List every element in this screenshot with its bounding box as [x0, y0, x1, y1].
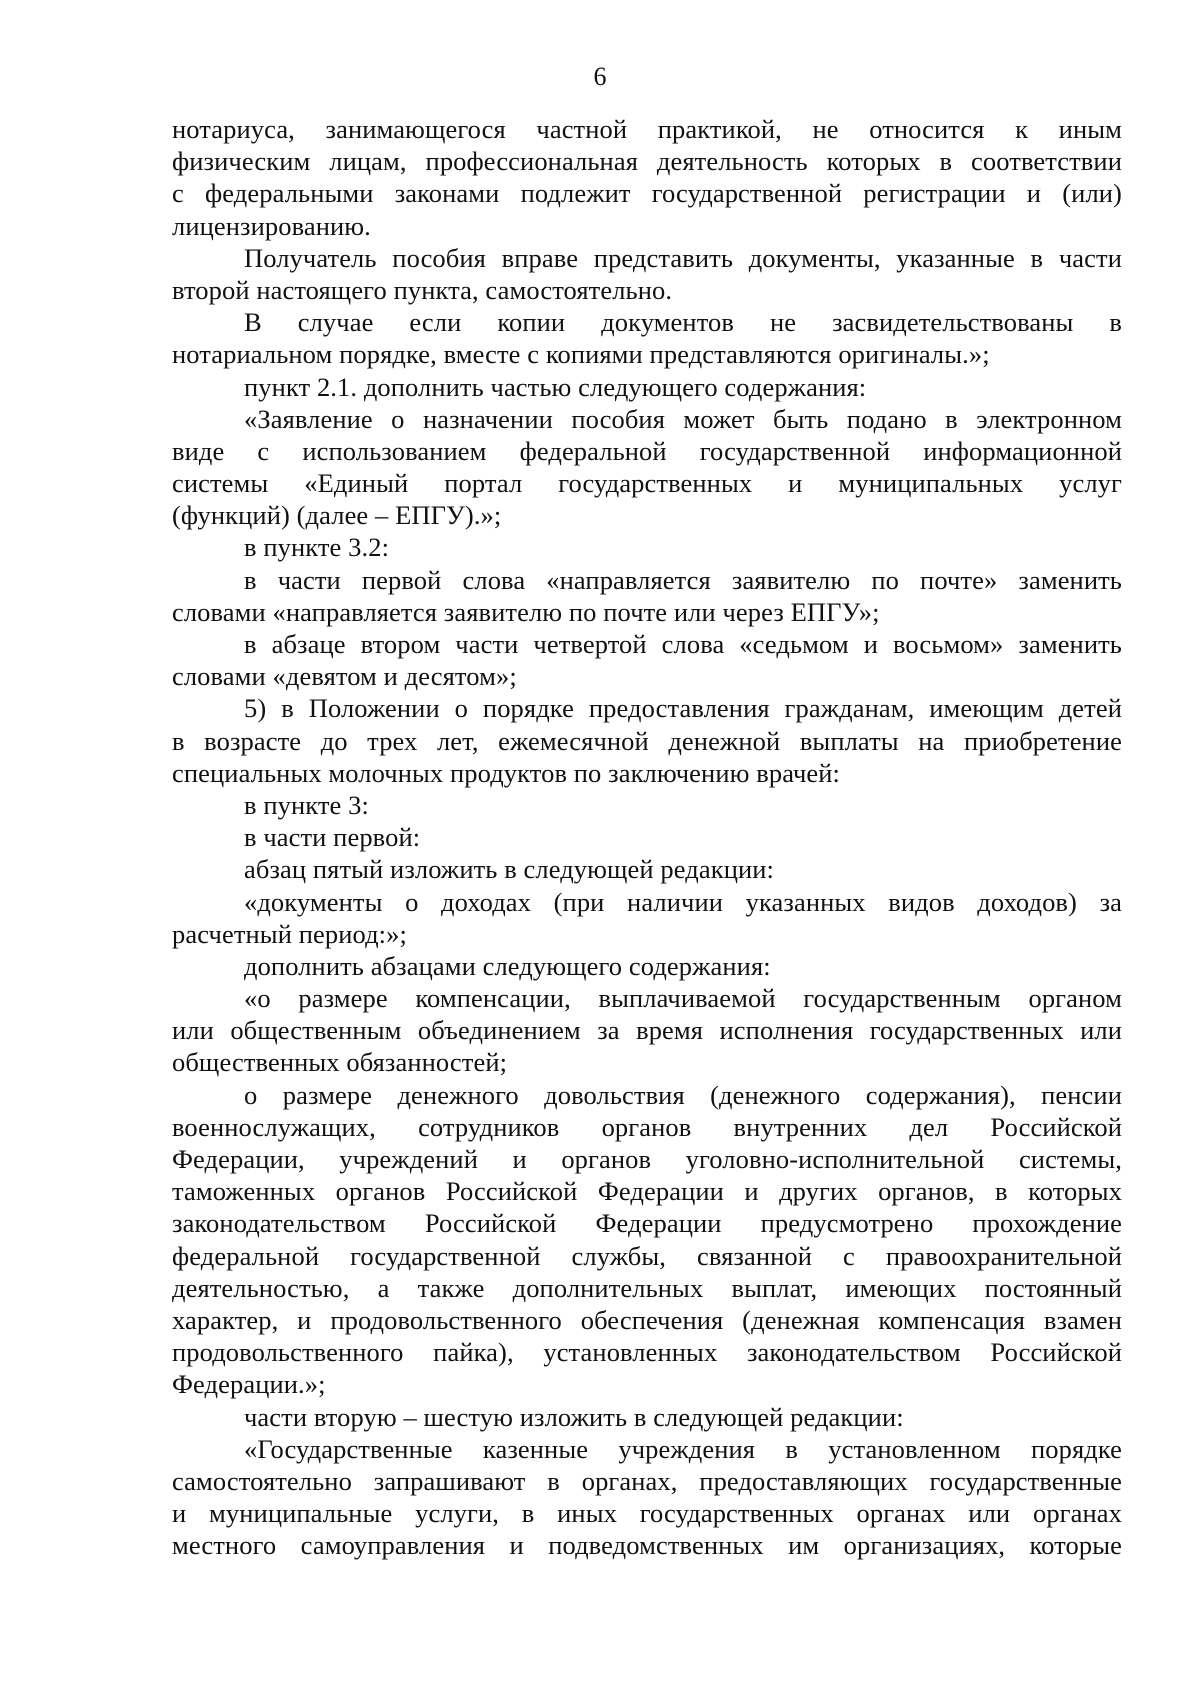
text-line: в пункте 3.2:: [244, 532, 390, 563]
text-line: и муниципальные услуги, в иных государственных органах или органах: [172, 1498, 1122, 1529]
document-body: [172, 113, 1122, 1561]
text-line: дополнить абзацами следующего содержания:: [244, 950, 771, 981]
text-line: таможенных органов Российской Федерации и других органов, в которых: [172, 1176, 1122, 1207]
text-line: в части первой слова «направляется заявителю по почте» заменить: [244, 564, 1122, 595]
text-line: словами «направляется заявителю по почте или через ЕПГУ»;: [172, 596, 880, 627]
text-line: словами «девятом и десятом»;: [172, 661, 517, 692]
text-line: с федеральными законами подлежит государственной регистрации и (или): [172, 178, 1122, 209]
text-line: Федерации.»;: [172, 1369, 326, 1400]
text-line: законодательством Российской Федерации предусмотрено прохождение: [172, 1208, 1122, 1239]
text-line: или общественным объединением за время исполнения государственных или: [172, 1015, 1122, 1046]
text-line: части вторую – шестую изложить в следующей редакции:: [244, 1401, 904, 1432]
text-line: в возрасте до трех лет, ежемесячной денежной выплаты на приобретение: [172, 725, 1122, 756]
text-line: федеральной государственной службы, связанной с правоохранительной: [172, 1240, 1122, 1271]
text-line: Федерации, учреждений и органов уголовно-исполнительной системы,: [172, 1144, 1122, 1174]
text-line: специальных молочных продуктов по заключению врачей:: [172, 757, 841, 788]
text-line: нотариуса, занимающегося частной практикой, не относится к иным: [172, 114, 1122, 144]
text-line: абзац пятый изложить в следующей редакции:: [244, 854, 775, 885]
text-line: системы «Единый портал государственных и муниципальных услуг: [172, 468, 1122, 499]
text-line: второй настоящего пункта, самостоятельно.: [172, 274, 673, 305]
page-number: 6: [593, 62, 607, 91]
text-line: «Заявление о назначении пособия может быть подано в электронном: [244, 403, 1122, 434]
text-line: 5) в Положении о порядке предоставления гражданам, имеющим детей: [244, 693, 1122, 724]
text-line: расчетный период:»;: [172, 918, 407, 949]
text-line: местного самоуправления и подведомственных им организациях, которые: [172, 1530, 1122, 1561]
text-line: о размере денежного довольствия (денежного содержания), пенсии: [244, 1079, 1122, 1110]
text-line: характер, и продовольственного обеспечения (денежная компенсация взамен: [172, 1304, 1122, 1335]
text-line: деятельностью, а также дополнительных выплат, имеющих постоянный: [172, 1272, 1122, 1303]
text-line: «о размере компенсации, выплачиваемой государственным органом: [244, 983, 1122, 1014]
text-line: «Государственные казенные учреждения в установленном порядке: [244, 1433, 1122, 1464]
text-line: физическим лицам, профессиональная деятельность которых в соответствии: [172, 146, 1122, 177]
text-line: В случае если копии документов не засвидетельствованы в: [244, 307, 1122, 338]
text-line: Получатель пособия вправе представить документы, указанные в части: [244, 242, 1122, 273]
text-line: (функций) (далее – ЕПГУ).»;: [172, 500, 502, 531]
text-line: самостоятельно запрашивают в органах, предоставляющих государственные: [172, 1465, 1122, 1496]
text-line: виде с использованием федеральной государственной информационной: [172, 435, 1122, 466]
text-line: продовольственного пайка), установленных законодательством Российской: [172, 1337, 1122, 1368]
text-line: военнослужащих, сотрудников органов внутренних дел Российской: [172, 1111, 1122, 1142]
text-line: «документы о доходах (при наличии указанных видов доходов) за: [244, 886, 1122, 917]
text-line: в пункте 3:: [244, 789, 369, 820]
text-line: лицензированию.: [172, 210, 371, 241]
text-line: в абзаце втором части четвертой слова «седьмом и восьмом» заменить: [244, 629, 1122, 659]
text-line: пункт 2.1. дополнить частью следующего содержания:: [244, 371, 867, 402]
text-line: в части первой:: [244, 822, 421, 853]
text-line: общественных обязанностей;: [172, 1047, 508, 1078]
text-line: нотариальном порядке, вместе с копиями представляются оригиналы.»;: [172, 339, 990, 370]
